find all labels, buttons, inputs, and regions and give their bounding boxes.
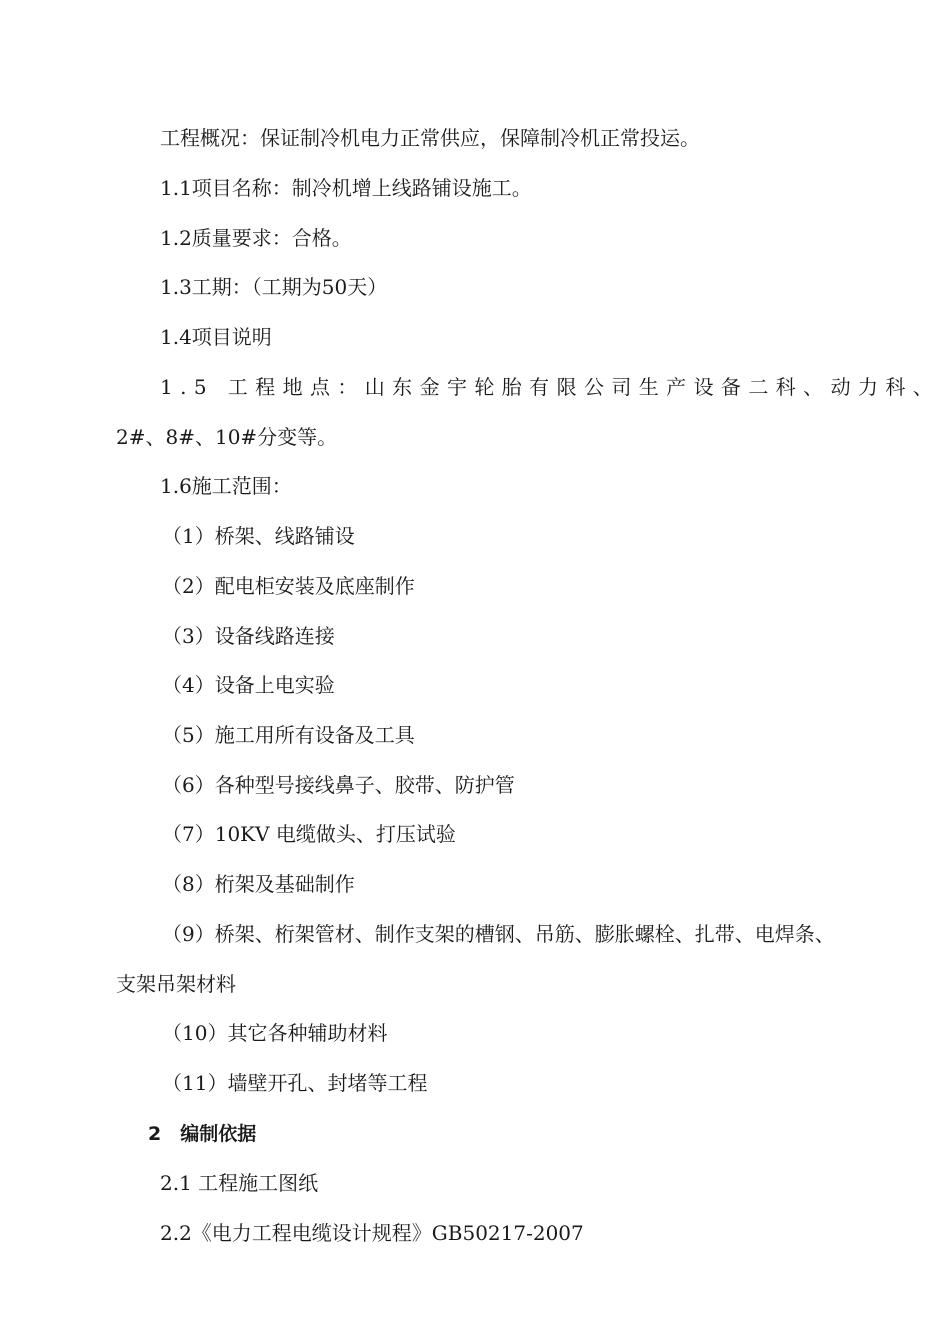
scope-title: 1.6施工范围： (160, 474, 292, 498)
location-line-1: 1.5 工程地点：山东金宇轮胎有限公司生产设备二科、动力科、 (160, 375, 941, 399)
scope-item: （11）墙壁开孔、封堵等工程 (162, 1071, 428, 1095)
scope-item: （10）其它各种辅助材料 (162, 1021, 388, 1045)
scope-item: （5）施工用所有设备及工具 (162, 723, 415, 747)
location-line-2: 2#、8#、10#分变等。 (116, 425, 338, 449)
quality-requirement-line: 1.2质量要求：合格。 (160, 226, 352, 250)
project-name-line: 1.1项目名称：制冷机增上线路铺设施工。 (160, 176, 532, 200)
scope-item: （7）10KV 电缆做头、打压试验 (162, 822, 456, 846)
basis-item: 2.1 工程施工图纸 (160, 1171, 319, 1195)
scope-item-9-line-2: 支架吊架材料 (116, 972, 236, 996)
section-2-heading: 2 编制依据 (148, 1123, 257, 1145)
overview-paragraph: 工程概况：保证制冷机电力正常供应，保障制冷机正常投运。 (160, 126, 700, 150)
scope-item-9-line-1: （9）桥架、桁架管材、制作支架的槽钢、吊筋、膨胀螺栓、扎带、电焊条、 (162, 922, 835, 946)
basis-item: 2.2《电力工程电缆设计规程》GB50217-2007 (160, 1221, 584, 1245)
project-description-line: 1.4项目说明 (160, 325, 272, 349)
scope-item: （8）桁架及基础制作 (162, 872, 355, 896)
scope-item: （3）设备线路连接 (162, 624, 335, 648)
scope-item: （4）设备上电实验 (162, 673, 335, 697)
scope-item: （2）配电柜安装及底座制作 (162, 574, 415, 598)
scope-item: （6）各种型号接线鼻子、胶带、防护管 (162, 773, 515, 797)
duration-line: 1.3工期：（工期为50天） (160, 275, 388, 299)
scope-item: （1）桥架、线路铺设 (162, 524, 355, 548)
